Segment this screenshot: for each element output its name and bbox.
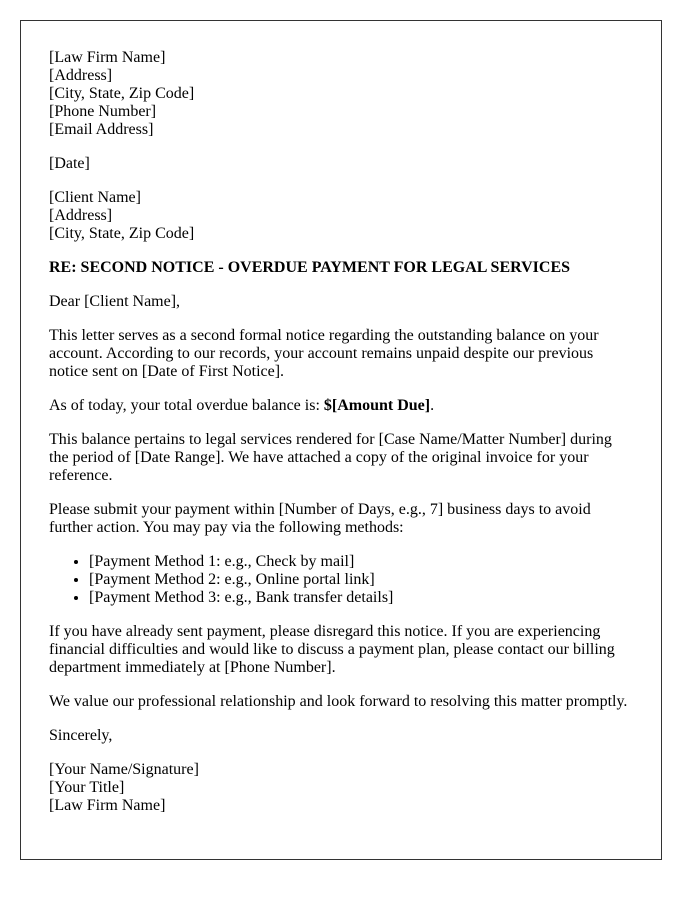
- signature-block: [49, 761, 633, 815]
- services-paragraph: This balance pertains to legal services rendered for [Case Name/Matter Number] during the period of [Date Range]. We have attached a copy of the original invoice for your reference.: [49, 431, 612, 484]
- recipient-name: [Client Name]: [49, 189, 141, 206]
- subject-line: RE: SECOND NOTICE - OVERDUE PAYMENT FOR LEGAL SERVICES: [49, 259, 571, 276]
- payment-methods-list: [49, 553, 633, 607]
- date-block: [49, 155, 633, 173]
- sender-address: [Address]: [49, 67, 113, 84]
- signature-firm: [Law Firm Name]: [49, 797, 166, 814]
- closing-note-paragraph: We value our professional relationship and look forward to resolving this matter promptly.: [49, 693, 628, 710]
- intro-paragraph: This letter serves as a second formal notice regarding the outstanding balance on your account. According to our records, your account remains unpaid despite our previous notice sent on [Date of First Notice].: [49, 327, 599, 380]
- balance-suffix: .: [430, 397, 435, 414]
- letter-page: [20, 20, 662, 860]
- payment-request-paragraph: Please submit your payment within [Number of Days, e.g., 7] business days to avoid further action. You may pay via the following methods:: [49, 501, 591, 536]
- recipient-city-state-zip: [City, State, Zip Code]: [49, 225, 195, 242]
- balance-paragraph: [49, 397, 633, 415]
- letter-date: [Date]: [49, 155, 90, 172]
- recipient-address: [Address]: [49, 207, 113, 224]
- salutation: Dear [Client Name],: [49, 293, 181, 310]
- recipient-block: [49, 189, 633, 243]
- sender-city-state-zip: [City, State, Zip Code]: [49, 85, 195, 102]
- signature-name: [Your Name/Signature]: [49, 761, 199, 778]
- payment-method-item: • [Payment Method 3: e.g., Bank transfer details]: [89, 589, 633, 607]
- sender-block: [49, 49, 633, 139]
- sender-firm-name: [Law Firm Name]: [49, 49, 166, 66]
- balance-prefix: As of today, your total overdue balance is:: [49, 397, 324, 414]
- balance-amount: $[Amount Due]: [323, 397, 431, 414]
- payment-method-item: • [Payment Method 2: e.g., Online portal link]: [89, 571, 633, 589]
- signature-title: [Your Title]: [49, 779, 125, 796]
- sender-email: [Email Address]: [49, 121, 154, 138]
- sender-phone: [Phone Number]: [49, 103, 157, 120]
- payment-method-item: • [Payment Method 1: e.g., Check by mail]: [89, 553, 633, 571]
- disregard-paragraph: If you have already sent payment, please disregard this notice. If you are experiencing financial difficulties and would like to discuss a payment plan, please contact our billing department immediately at [Phone Number].: [49, 623, 615, 676]
- closing-salutation: Sincerely,: [49, 727, 113, 744]
